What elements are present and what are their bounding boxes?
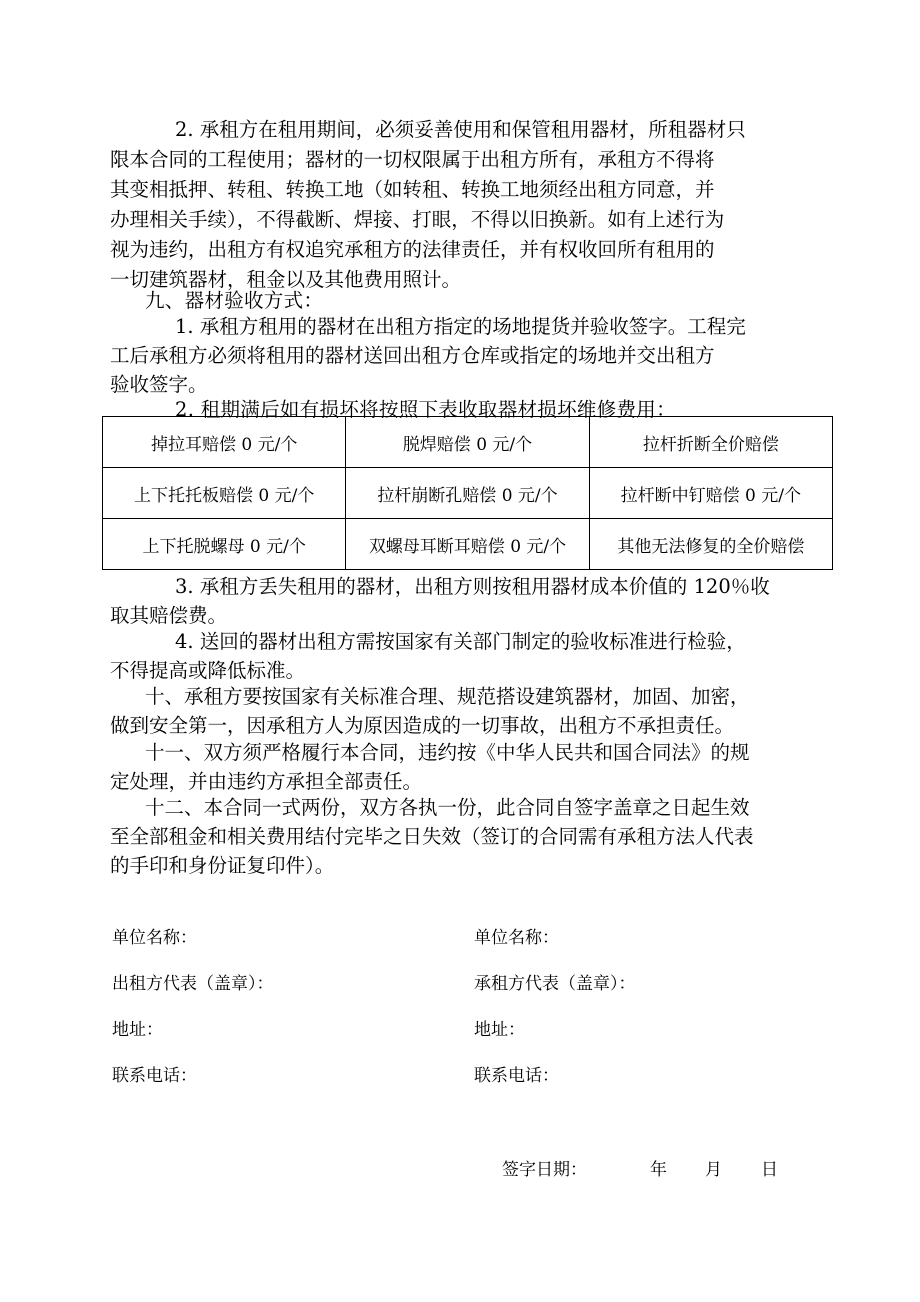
table-cell: 拉杆断中钉赔偿 0 元/个 (589, 468, 832, 519)
sign-date-label: 签字日期： (502, 1160, 587, 1180)
text-line: 十、承租方要按国家有关标准合理、规范搭设建筑器材，加固、加密， (145, 685, 750, 708)
lessor-rep-label: 出租方代表（盖章）： (112, 974, 274, 994)
clause9-item4 (110, 627, 830, 685)
text-line: 验收签字。 (110, 373, 208, 396)
text-line: 工后承租方必须将租用的器材送回出租方仓库或指定的场地并交出租方 (110, 344, 715, 367)
table-row (103, 468, 833, 519)
clause9-item1 (110, 312, 830, 399)
sign-date-month: 月 (705, 1160, 722, 1180)
table-cell: 拉杆崩断孔赔偿 0 元/个 (346, 468, 589, 519)
text-line: 定处理，并由违约方承担全部责任。 (110, 770, 423, 793)
text-line: 十二、本合同一式两份，双方各执一份，此合同自签字盖章之日起生效 (145, 796, 750, 819)
table-cell: 脱焊赔偿 0 元/个 (346, 417, 589, 468)
text-line: 办理相关手续），不得截断、焊接、打眼，不得以旧换新。如有上述行为 (110, 208, 725, 231)
table-cell: 双螺母耳断耳赔偿 0 元/个 (346, 519, 589, 570)
lessee-rep-label: 承租方代表（盖章）： (474, 974, 636, 994)
lessee-company-label: 单位名称： (474, 928, 559, 948)
text-line: 的手印和身份证复印件）。 (110, 854, 335, 877)
table-cell: 上下托托板赔偿 0 元/个 (103, 468, 346, 519)
clause9-item2: 2. 租期满后如有损坏将按照下表收取器材损坏维修费用： (175, 398, 676, 421)
sign-date-year: 年 (650, 1160, 667, 1180)
clause9-item3 (110, 572, 830, 630)
lessor-phone-label: 联系电话： (112, 1066, 197, 1086)
damage-fee-table (102, 416, 833, 570)
table-cell: 上下托脱螺母 0 元/个 (103, 519, 346, 570)
clause11 (110, 738, 830, 796)
table-row (103, 417, 833, 468)
text-line: 4. 送回的器材出租方需按国家有关部门制定的验收标准进行检验， (175, 630, 746, 653)
text-line: 视为违约，出租方有权追究承租方的法律责任，并有权收回所有租用的 (110, 238, 715, 261)
table-cell: 其他无法修复的全价赔偿 (589, 519, 832, 570)
text-line: 2. 承租方在租用期间，必须妥善使用和保管租用器材，所租器材只 (175, 118, 746, 141)
text-line: 至全部租金和相关费用结付完毕之日失效（签订的合同需有承租方法人代表 (110, 825, 754, 848)
table-row (103, 519, 833, 570)
text-line: 一切建筑器材，租金以及其他费用照计。 (110, 268, 462, 291)
clause9-heading: 九、器材验收方式： (145, 289, 324, 312)
text-line: 取其赔偿费。 (110, 604, 228, 627)
clause8-item2 (110, 115, 830, 295)
text-line: 限本合同的工程使用；器材的一切权限属于出租方所有，承租方不得将 (110, 148, 715, 171)
text-line: 不得提高或降低标准。 (110, 659, 306, 682)
text-line: 3. 承租方丢失租用的器材，出租方则按租用器材成本价值的 120％收 (175, 575, 770, 598)
clause10 (110, 682, 830, 740)
lessor-company-label: 单位名称： (112, 928, 197, 948)
lessee-phone-label: 联系电话： (474, 1066, 559, 1086)
lessee-address-label: 地址： (474, 1020, 525, 1040)
sign-date-day: 日 (761, 1160, 778, 1180)
text-line: 十一、双方须严格履行本合同，违约按《中华人民共和国合同法》的规 (145, 741, 750, 764)
text-line: 1. 承租方租用的器材在出租方指定的场地提货并验收签字。工程完 (175, 315, 746, 338)
table-cell: 拉杆折断全价赔偿 (589, 417, 832, 468)
text-line: 做到安全第一，因承租方人为原因造成的一切事故，出租方不承担责任。 (110, 714, 735, 737)
table-cell: 掉拉耳赔偿 0 元/个 (103, 417, 346, 468)
text-line: 其变相抵押、转租、转换工地（如转租、转换工地须经出租方同意，并 (110, 178, 715, 201)
clause12 (110, 793, 830, 880)
lessor-address-label: 地址： (112, 1020, 163, 1040)
